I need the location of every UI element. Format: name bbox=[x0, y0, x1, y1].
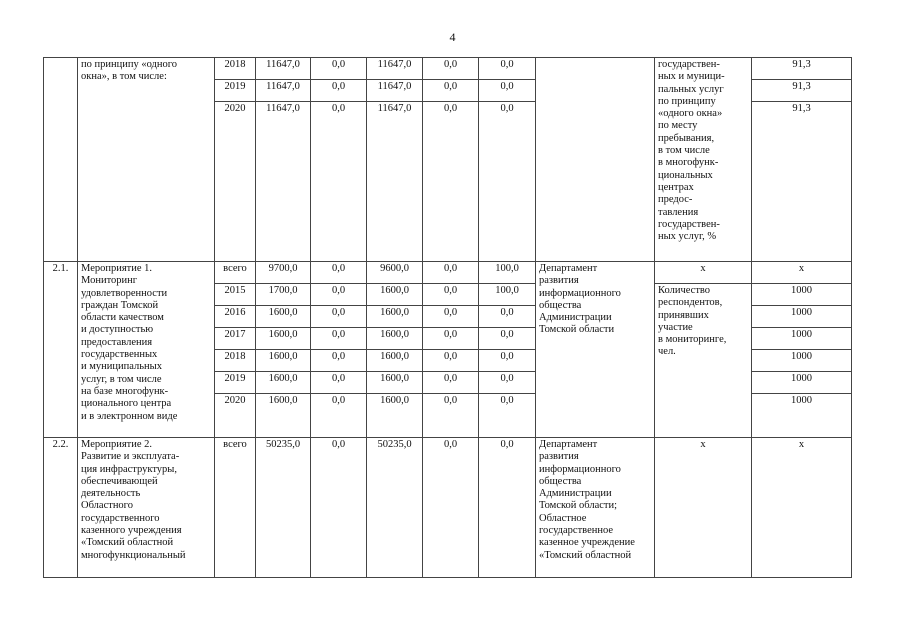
total-cell: 11647,0 bbox=[256, 58, 311, 80]
local-budget-cell: 0,0 bbox=[423, 306, 479, 328]
executor-cell: Департамент развития информационного общества Администрации Томской области bbox=[536, 262, 655, 438]
regional-budget-cell: 1600,0 bbox=[367, 306, 423, 328]
regional-budget-cell: 1600,0 bbox=[367, 394, 423, 438]
year-cell: 2020 bbox=[215, 394, 256, 438]
federal-budget-cell: 0,0 bbox=[311, 306, 367, 328]
total-cell: 50235,0 bbox=[256, 438, 311, 578]
total-cell: 9700,0 bbox=[256, 262, 311, 284]
year-cell: всего bbox=[215, 262, 256, 284]
indicator-value-cell: 1000 bbox=[752, 372, 852, 394]
regional-budget-cell: 11647,0 bbox=[367, 58, 423, 80]
local-budget-cell: 0,0 bbox=[423, 102, 479, 262]
row-number-cell: 2.1. bbox=[44, 262, 78, 438]
federal-budget-cell: 0,0 bbox=[311, 262, 367, 284]
year-cell: 2018 bbox=[215, 58, 256, 80]
regional-budget-cell: 50235,0 bbox=[367, 438, 423, 578]
row-number-cell: 2.2. bbox=[44, 438, 78, 578]
regional-budget-cell: 9600,0 bbox=[367, 262, 423, 284]
local-budget-cell: 0,0 bbox=[423, 328, 479, 350]
year-cell: 2019 bbox=[215, 372, 256, 394]
federal-budget-cell: 0,0 bbox=[311, 328, 367, 350]
extra-budget-cell: 0,0 bbox=[479, 102, 536, 262]
local-budget-cell: 0,0 bbox=[423, 438, 479, 578]
regional-budget-cell: 1600,0 bbox=[367, 328, 423, 350]
indicator-name-cell: государствен- ных и муници- пальных услуг по принципу «одного окна» по месту пребывания, в том числе в многофунк- циональных центрах предос- тавления государствен- ных услуг, % bbox=[655, 58, 752, 262]
indicator-name-cell: Количество респондентов, принявших участие в мониторинге, чел. bbox=[655, 284, 752, 438]
indicator-value-cell: х bbox=[752, 262, 852, 284]
federal-budget-cell: 0,0 bbox=[311, 438, 367, 578]
local-budget-cell: 0,0 bbox=[423, 372, 479, 394]
federal-budget-cell: 0,0 bbox=[311, 350, 367, 372]
regional-budget-cell: 11647,0 bbox=[367, 80, 423, 102]
extra-budget-cell: 0,0 bbox=[479, 328, 536, 350]
total-cell: 1700,0 bbox=[256, 284, 311, 306]
year-cell: 2016 bbox=[215, 306, 256, 328]
year-cell: всего bbox=[215, 438, 256, 578]
row-number-cell bbox=[44, 58, 78, 262]
table-row bbox=[44, 262, 852, 284]
activity-name-cell: Мероприятие 1. Мониторинг удовлетворенности граждан Томской области качеством и доступностью предоставления государственных и муниципальных услуг, в том числе на базе многофунк- ционального центра и в электронном виде bbox=[78, 262, 215, 438]
local-budget-cell: 0,0 bbox=[423, 262, 479, 284]
activity-name-cell: по принципу «одного окна», в том числе: bbox=[78, 58, 215, 262]
regional-budget-cell: 1600,0 bbox=[367, 350, 423, 372]
indicator-value-cell: 1000 bbox=[752, 306, 852, 328]
federal-budget-cell: 0,0 bbox=[311, 284, 367, 306]
local-budget-cell: 0,0 bbox=[423, 350, 479, 372]
year-cell: 2018 bbox=[215, 350, 256, 372]
indicator-value-cell: 1000 bbox=[752, 394, 852, 438]
program-table bbox=[43, 57, 852, 578]
extra-budget-cell: 0,0 bbox=[479, 438, 536, 578]
federal-budget-cell: 0,0 bbox=[311, 394, 367, 438]
total-cell: 1600,0 bbox=[256, 328, 311, 350]
total-cell: 1600,0 bbox=[256, 350, 311, 372]
local-budget-cell: 0,0 bbox=[423, 80, 479, 102]
year-cell: 2019 bbox=[215, 80, 256, 102]
indicator-value-cell: х bbox=[752, 438, 852, 578]
total-cell: 1600,0 bbox=[256, 394, 311, 438]
regional-budget-cell: 1600,0 bbox=[367, 372, 423, 394]
regional-budget-cell: 11647,0 bbox=[367, 102, 423, 262]
executor-cell: Департамент развития информационного общества Администрации Томской области; Областное государственное казенное учреждение «Томский областной bbox=[536, 438, 655, 578]
page-number: 4 bbox=[449, 30, 456, 44]
indicator-value-cell: 91,3 bbox=[752, 102, 852, 262]
indicator-name-cell: х bbox=[655, 262, 752, 284]
total-cell: 11647,0 bbox=[256, 102, 311, 262]
indicator-value-cell: 91,3 bbox=[752, 58, 852, 80]
regional-budget-cell: 1600,0 bbox=[367, 284, 423, 306]
total-cell: 11647,0 bbox=[256, 80, 311, 102]
extra-budget-cell: 0,0 bbox=[479, 350, 536, 372]
local-budget-cell: 0,0 bbox=[423, 394, 479, 438]
executor-cell bbox=[536, 58, 655, 262]
year-cell: 2020 bbox=[215, 102, 256, 262]
local-budget-cell: 0,0 bbox=[423, 284, 479, 306]
extra-budget-cell: 100,0 bbox=[479, 262, 536, 284]
indicator-value-cell: 1000 bbox=[752, 350, 852, 372]
federal-budget-cell: 0,0 bbox=[311, 102, 367, 262]
federal-budget-cell: 0,0 bbox=[311, 80, 367, 102]
indicator-value-cell: 1000 bbox=[752, 328, 852, 350]
year-cell: 2015 bbox=[215, 284, 256, 306]
local-budget-cell: 0,0 bbox=[423, 58, 479, 80]
extra-budget-cell: 0,0 bbox=[479, 394, 536, 438]
extra-budget-cell: 0,0 bbox=[479, 58, 536, 80]
federal-budget-cell: 0,0 bbox=[311, 372, 367, 394]
federal-budget-cell: 0,0 bbox=[311, 58, 367, 80]
total-cell: 1600,0 bbox=[256, 306, 311, 328]
indicator-name-cell: х bbox=[655, 438, 752, 578]
year-cell: 2017 bbox=[215, 328, 256, 350]
extra-budget-cell: 0,0 bbox=[479, 306, 536, 328]
extra-budget-cell: 100,0 bbox=[479, 284, 536, 306]
extra-budget-cell: 0,0 bbox=[479, 80, 536, 102]
extra-budget-cell: 0,0 bbox=[479, 372, 536, 394]
indicator-value-cell: 91,3 bbox=[752, 80, 852, 102]
total-cell: 1600,0 bbox=[256, 372, 311, 394]
table-row bbox=[44, 58, 852, 80]
table-row bbox=[44, 438, 852, 578]
indicator-value-cell: 1000 bbox=[752, 284, 852, 306]
activity-name-cell: Мероприятие 2. Развитие и эксплуата- ция инфраструктуры, обеспечивающей деятельность Областного государственного казенного учреждения «Томский областной многофункциональный bbox=[78, 438, 215, 578]
